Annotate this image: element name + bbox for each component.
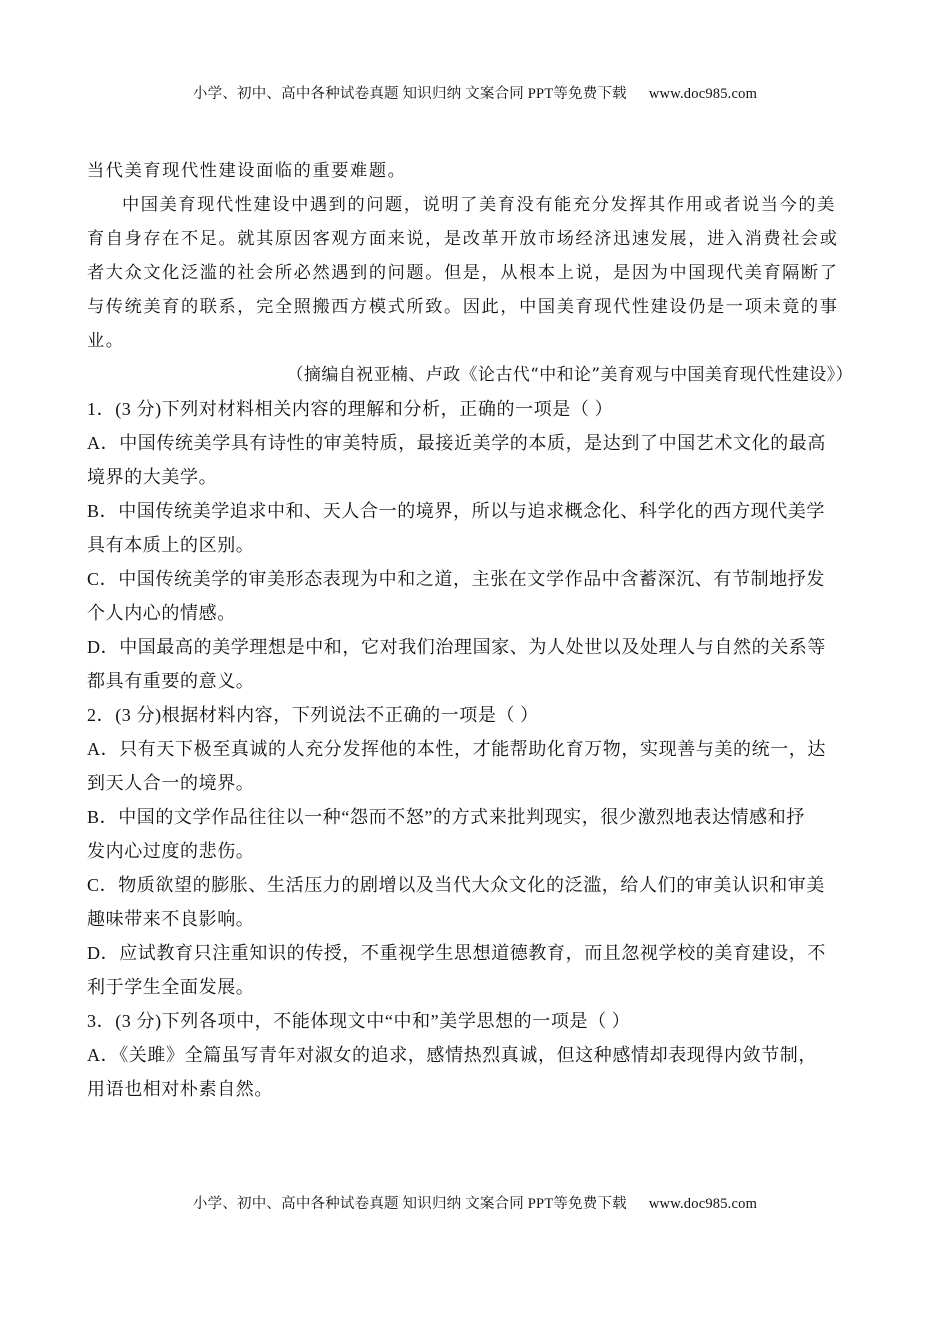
question-2-option-a: A．只有天下极至真诚的人充分发挥他的本性，才能帮助化育万物，实现善与美的统一，达 — [87, 739, 826, 759]
passage-line: 中国美育现代性建设中遇到的问题，说明了美育没有能充分发挥其作用或者说当今的美 — [122, 195, 836, 215]
passage-source: （摘编自祝亚楠、卢政《论古代“中和论”美育观与中国美育现代性建设》） — [286, 365, 853, 385]
passage-line: 者大众文化泛滥的社会所必然遇到的问题。但是，从根本上说，是因为中国现代美育隔断了 — [87, 263, 839, 283]
question-1-option-d-cont: 都具有重要的意义。 — [87, 671, 255, 691]
question-1-option-a: A．中国传统美学具有诗性的审美特质，最接近美学的本质，是达到了中国艺术文化的最高 — [87, 433, 826, 453]
question-1-option-a-cont: 境界的大美学。 — [87, 467, 218, 487]
passage-line: 育自身存在不足。就其原因客观方面来说，是改革开放市场经济迅速发展，进入消费社会或 — [87, 229, 839, 249]
question-2-option-b: B．中国的文学作品往往以一种“怨而不怒”的方式来批判现实，很少激烈地表达情感和抒 — [87, 807, 805, 827]
header-site[interactable]: www.doc985.com — [648, 86, 758, 102]
question-1-option-b: B．中国传统美学追求中和、天人合一的境界，所以与追求概念化、科学化的西方现代美学 — [87, 501, 826, 521]
passage-line: 业。 — [87, 331, 125, 351]
question-3-option-a-cont: 用语也相对朴素自然。 — [87, 1079, 273, 1099]
question-3-stem: 3．(3 分)下列各项中，不能体现文中“中和”美学思想的一项是（ ） — [87, 1011, 631, 1031]
main-content — [87, 154, 853, 1106]
question-2-option-a-cont: 到天人合一的境界。 — [87, 773, 255, 793]
question-2-option-b-cont: 发内心过度的悲伤。 — [87, 841, 255, 861]
header-text: 小学、初中、高中各种试卷真题 知识归纳 文案合同 PPT等免费下载 — [192, 86, 627, 102]
question-1-option-b-cont: 具有本质上的区别。 — [87, 535, 255, 555]
question-1-option-c: C．中国传统美学的审美形态表现为中和之道，主张在文学作品中含蓄深沉、有节制地抒发 — [87, 569, 826, 589]
footer-text: 小学、初中、高中各种试卷真题 知识归纳 文案合同 PPT等免费下载 — [192, 1196, 627, 1212]
question-1-option-c-cont: 个人内心的情感。 — [87, 603, 236, 623]
question-1-option-d: D．中国最高的美学理想是中和，它对我们治理国家、为人处世以及处理人与自然的关系等 — [87, 637, 826, 657]
page-header — [0, 82, 950, 103]
question-3-option-a: A．《关雎》全篇虽写青年对淑女的追求，感情热烈真诚，但这种感情却表现得内敛节制， — [87, 1045, 817, 1065]
question-1-stem: 1．(3 分)下列对材料相关内容的理解和分析，正确的一项是（ ） — [87, 399, 614, 419]
question-2-option-c-cont: 趣味带来不良影响。 — [87, 909, 255, 929]
question-2-option-d-cont: 利于学生全面发展。 — [87, 977, 255, 997]
question-2-option-c: C．物质欲望的膨胀、生活压力的剧增以及当代大众文化的泛滥，给人们的审美认识和审美 — [87, 875, 826, 895]
question-2-option-d: D．应试教育只注重知识的传授，不重视学生思想道德教育，而且忽视学校的美育建设，不 — [87, 943, 826, 963]
footer-site[interactable]: www.doc985.com — [648, 1196, 758, 1212]
passage-line: 与传统美育的联系，完全照搬西方模式所致。因此，中国美育现代性建设仍是一项未竟的事 — [87, 297, 839, 317]
passage-line: 当代美育现代性建设面临的重要难题。 — [87, 161, 407, 181]
page-footer — [0, 1192, 950, 1213]
question-2-stem: 2．(3 分)根据材料内容，下列说法不正确的一项是（ ） — [87, 705, 539, 725]
